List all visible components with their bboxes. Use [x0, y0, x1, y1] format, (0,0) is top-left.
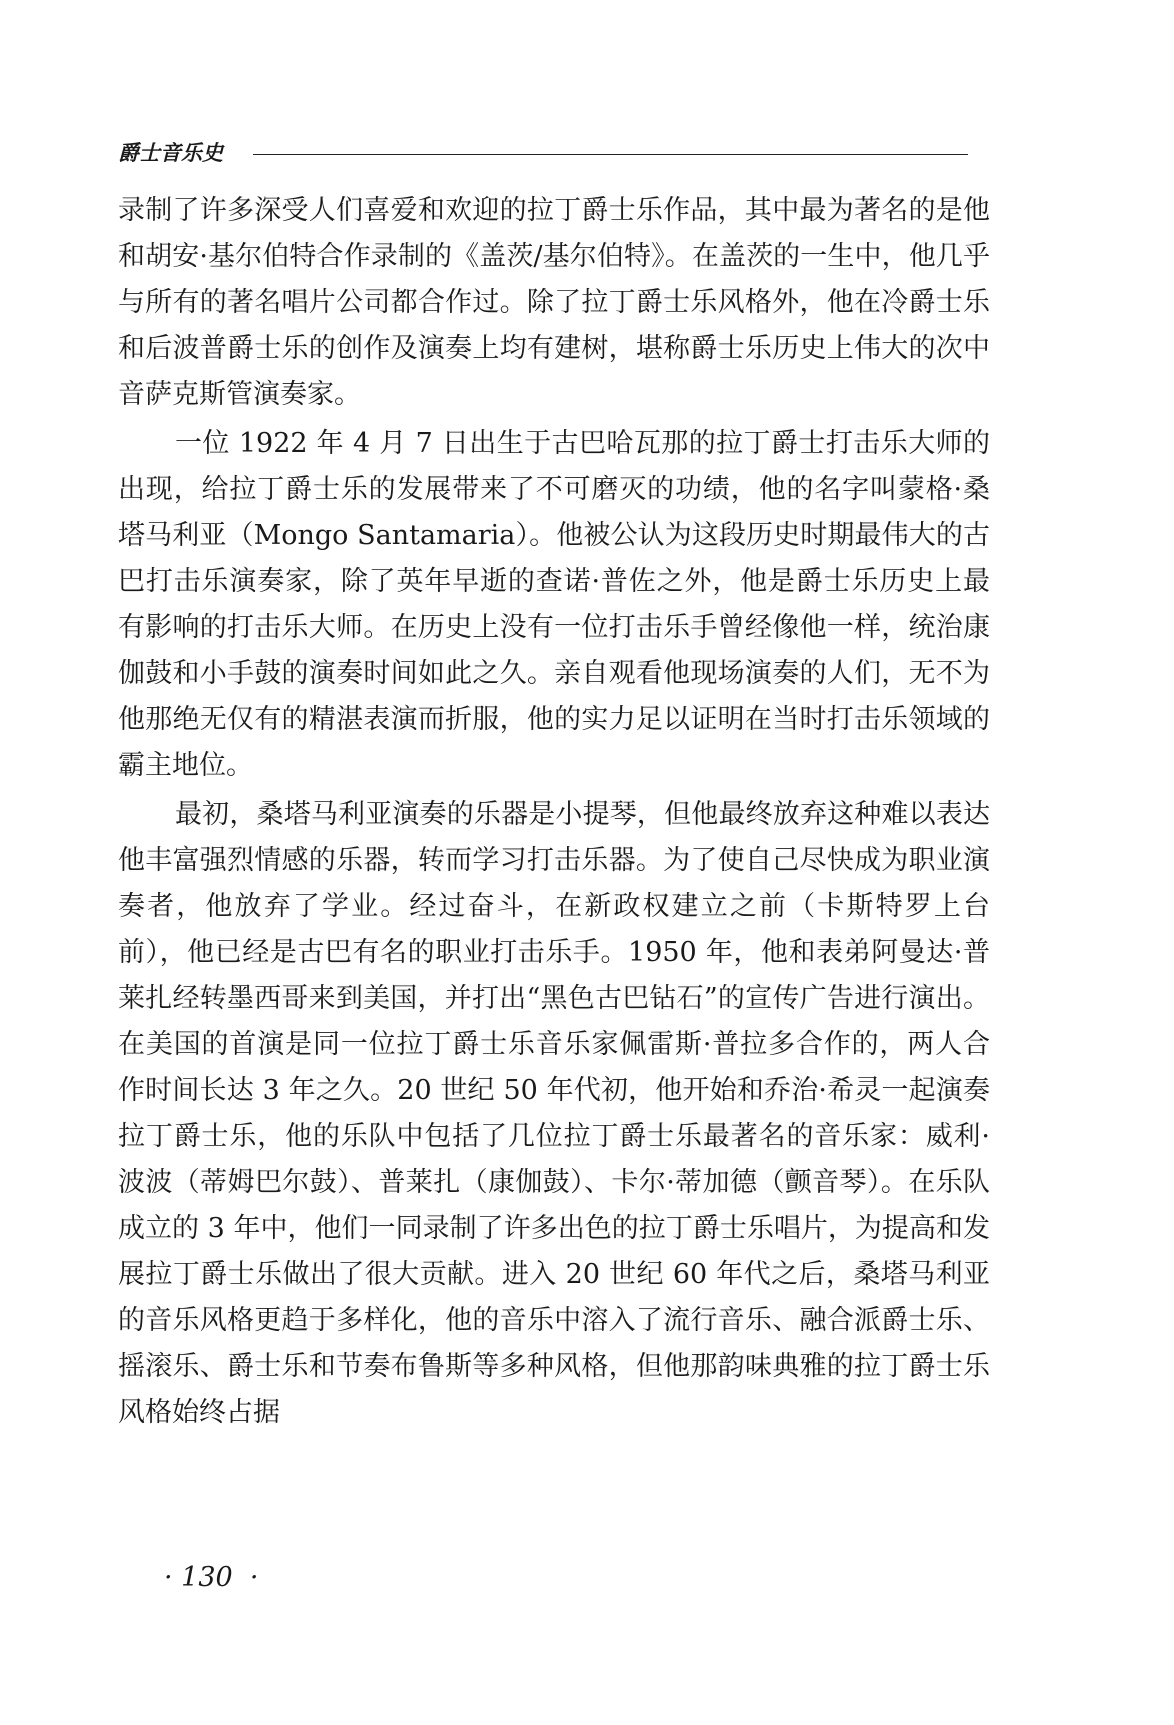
book-title: 爵士音乐史 — [118, 140, 223, 165]
paragraph: 最初，桑塔马利亚演奏的乐器是小提琴，但他最终放弃这种难以表达他丰富强烈情感的乐器，转而学习打击乐器。为了使自己尽快成为职业演奏者，他放弃了学业。经过奋斗，在新政权建立之前（卡斯特罗上台前），他已经是古巴有名的职业打击乐手。1950 年，他和表弟阿曼达·普莱扎经转墨西哥来到美国，并打出“黑色古巴钻石”的宣传广告进行演出。在美国的首演是同一位拉丁爵士乐音乐家佩雷斯·普拉多合作的，两人合作时间长达 3 年之久。20 世纪 50 年代初，他开始和乔治·希灵一起演奏拉丁爵士乐，他的乐队中包括了几位拉丁爵士乐最著名的音乐家：威利·波波（蒂姆巴尔鼓）、普莱扎（康伽鼓）、卡尔·蒂加德（颤音琴）。在乐队成立的 3 年中，他们一同录制了许多出色的拉丁爵士乐唱片，为提高和发展拉丁爵士乐做出了很大贡献。进入 20 世纪 60 年代之后，桑塔马利亚的音乐风格更趋于多样化，他的音乐中溶入了流行音乐、融合派爵士乐、摇滚乐、爵士乐和节奏布鲁斯等多种风格，但他那韵味典雅的拉丁爵士乐风格始终占据 — [118, 799, 990, 1428]
running-header — [118, 136, 968, 168]
paragraph: 一位 1922 年 4 月 7 日出生于古巴哈瓦那的拉丁爵士打击乐大师的出现，给拉丁爵士乐的发展带来了不可磨灭的功绩，他的名字叫蒙格·桑塔马利亚（Mongo Santamaria）。他被公认为这段历史时期最伟大的古巴打击乐演奏家，除了英年早逝的查诺·普佐之外，他是爵士乐历史上最有影响的打击乐大师。在历史上没有一位打击乐手曾经像他一样，统治康伽鼓和小手鼓的演奏时间如此之久。亲自观看他现场演奏的人们，无不为他那绝无仅有的精湛表演而折服，他的实力足以证明在当时打击乐领域的霸主地位。 — [118, 428, 990, 781]
paragraph: 录制了许多深受人们喜爱和欢迎的拉丁爵士乐作品，其中最为著名的是他和胡安·基尔伯特合作录制的《盖茨/基尔伯特》。在盖茨的一生中，他几乎与所有的著名唱片公司都合作过。除了拉丁爵士乐风格外，他在冷爵士乐和后波普爵士乐的创作及演奏上均有建树，堪称爵士乐历史上伟大的次中音萨克斯管演奏家。 — [118, 195, 990, 410]
body-text — [118, 188, 990, 1439]
page-number: · 130 · — [164, 1562, 259, 1593]
header-rule — [253, 154, 968, 155]
